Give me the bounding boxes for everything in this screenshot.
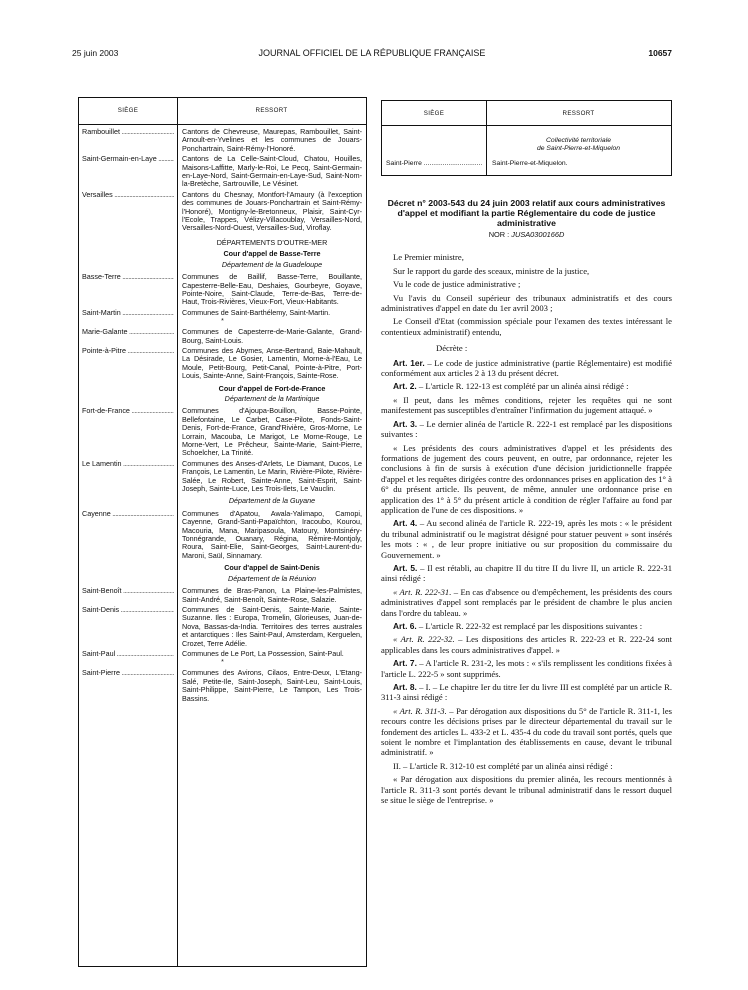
article-8 [381, 682, 672, 703]
article-text: – L'article R. 122-13 est complété par un alinéa ainsi rédigé : [416, 381, 629, 392]
article-quote [381, 634, 672, 655]
table-row [79, 460, 366, 494]
article-text: – Le code de justice administrative (partie Réglementaire) est modifié conformément aux articles 2 à 13 du présent décret. [381, 357, 672, 379]
department-heading: Département de la Réunion [228, 573, 316, 583]
collectivite-heading [486, 137, 671, 153]
paragraph: Vu l'avis du Conseil supérieur des tribunaux administratifs et des cours administratives d'appel en date du 1er avril 2003 ; [381, 292, 672, 314]
siege-cell: Saint-Pierre ..... [386, 160, 482, 167]
siege-cell: Saint-Martin ..... [82, 309, 174, 317]
nor-label: NOR : [488, 230, 510, 239]
collectivite-line-1: Collectivité territoriale [546, 137, 611, 144]
header-date: 25 juin 2003 [72, 48, 119, 58]
separator-mark: * [221, 659, 224, 667]
page-number: 10657 [648, 48, 672, 58]
table-body [79, 128, 366, 705]
article-paragraph: II. – L'article R. 312-10 est complété par un alinéa ainsi rédigé : [393, 760, 613, 771]
article-text: – Au second alinéa de l'article R. 222-19, après les mots : « le président du tribunal administratif ou le magistrat désigné pour statuer peuvent » sont insérés les mots : « , de leur propre initiative ou sur proposition du commissaire du Gouvernement. » [381, 518, 672, 560]
ressort-cell: Communes des Abymes, Anse-Bertrand, Baie-Mahault, La Désirade, Le Gosier, Lamentin, Morne-à-l'Eau, Le Moule, Petit-Bourg, Petit-Canal, Pointe-à-Pitre, Port-Louis, Sainte-Anne, Saint-François, Sainte-Rose. [182, 345, 362, 381]
court-heading: Cour d'appel de Fort-de-France [218, 383, 326, 393]
article-label: Art. 8. [393, 682, 417, 693]
article-label: Art. 1er. [393, 357, 425, 368]
quote-text: – En cas d'absence ou d'empêchement, les présidents des cours administratives d'appel sont remplacés par le président de chambre le plus ancien dans l'ordre du tableau. » [381, 586, 673, 618]
article-label: Art. 4. [393, 518, 418, 529]
table-header [382, 101, 671, 126]
table-row [79, 510, 366, 560]
paragraph: Vu le code de justice administrative ; [393, 279, 521, 290]
article-5 [381, 563, 672, 584]
decree-title: Décret n° 2003-543 du 24 juin 2003 relatif aux cours administratives d'appel et modifiant la partie Réglementaire du code de justice administrative [387, 198, 666, 228]
article-3 [381, 419, 672, 440]
column-header-siege: SIÈGE [423, 110, 445, 117]
ressort-cell: Cantons de Chevreuse, Maurepas, Rambouillet, Saint-Arnoult-en-Yvelines et les communes de Jouars-Ponchartrain, Saint-Rémy-l'Honoré. [182, 127, 362, 153]
article-4 [381, 518, 672, 560]
ressort-cell: Communes d'Apatou, Awala-Yalimapo, Camopi, Cayenne, Grand-Santi-Papaïchton, Iracoubo, Kourou, Macouria, Mana, Maripasoula, Matoury, Montsinéry-Tonnégrande, Ouanary, Régina, Rémire-Montjoly, Roura, Saint-Elie, Saint-Georges, Saint-Laurent-du-Maroni, Saül, Sinnamary. [182, 508, 362, 560]
quote-ref: « Art. R. 222-32. [393, 634, 455, 645]
article-label: Art. 5. [393, 562, 418, 573]
article-6 [381, 621, 672, 631]
article-label: Art. 3. [393, 418, 418, 429]
table-row [79, 328, 366, 345]
paragraph: Le Conseil d'Etat (commission spéciale pour l'examen des textes intéressant le contentieux administratif) entendu, [381, 316, 672, 337]
article-text: – Le dernier alinéa de l'article R. 222-1 est remplacé par les dispositions suivantes : [381, 418, 672, 440]
table-row [79, 191, 366, 233]
ressort-cell: Communes de Le Port, La Possession, Saint-Paul. [182, 648, 344, 658]
nor-value: JUSA0300166D [511, 230, 565, 239]
siege-cell: Saint-Denis ..... [82, 606, 174, 614]
siege-cell: Cayenne ..... [82, 510, 174, 518]
table-row [79, 587, 366, 604]
court-heading: Cour d'appel de Saint-Denis [224, 563, 320, 573]
article-quote: « Par dérogation aux dispositions du premier alinéa, les recours mentionnés à l'article R. 311-3 sont portés devant le tribunal administratif dans le ressort duquel se situe le siège de l'entreprise. » [381, 774, 672, 806]
siege-cell: Marie-Galante ..... [82, 328, 174, 336]
article-text: – Il est rétabli, au chapitre II du titre II du livre II, un article R. 222-31 ainsi rédigé : [381, 562, 672, 584]
ressort-cell: Communes de Bras-Panon, La Plaine-les-Palmistes, Saint-André, Saint-Benoît, Sainte-Rose, Salazie. [182, 586, 362, 604]
column-header-ressort: RESSORT [255, 107, 288, 114]
ressort-cell: Communes de Capesterre-de-Marie-Galante, Grand-Bourg, Saint-Louis. [182, 327, 362, 345]
decree-text [381, 198, 672, 809]
nor-reference [381, 230, 672, 240]
article-text: – I. – Le chapitre Ier du titre Ier du livre III est complété par un article R. 311-3 ainsi rédigé : [381, 682, 672, 703]
article-label: Art. 2. [393, 381, 417, 392]
ressort-cell: Cantons du Chesnay, Montfort-l'Amaury (à l'exception des communes de Jouars-Ponchartrain et Saint-Rémy-l'Honoré), Montigny-le-Bretonneux, Plaisir, Saint-Cyr-l'Ecole, Trappes, Vélizy-Villacoublay, Versailles-Nord, Versailles-Nord-Ouest, Versailles-Sud, Viroflay. [182, 189, 362, 233]
article-quote: « Les présidents des cours administratives d'appel et les présidents des formations de jugement des cours peuvent, en outre, par ordonnance, rejeter les conclusions à fin de sursis à exécution d'une décision juridictionnelle frappée d'appel et les requêtes dirigées contre des ordonnances prises en application des 1° à 6° du présent article. Ils peuvent, de même, annuler une ordonnance prise en application des 1° à 5° du présent article à condition de régler l'affaire au fond par application de l'une de ces dispositions. » [381, 442, 672, 515]
article-7 [381, 658, 672, 679]
table-row [79, 347, 366, 381]
court-heading: Cour d'appel de Basse-Terre [223, 249, 321, 259]
siege-cell: Saint-Paul ..... [82, 650, 174, 658]
quote-text: – Par dérogation aux dispositions du 5° de l'article R. 311-1, les recours contre les décisions prises par le directeur départemental du travail sur le fondement des articles L. 433-2 et L. 435-4 du code du travail sont portés, quels que soient le nombre et l'implantation des établissements en cause, devant le tribunal administratif. » [381, 705, 672, 758]
dom-heading: DÉPARTEMENTS D'OUTRE-MER [216, 237, 328, 247]
article-2 [381, 381, 672, 391]
saint-pierre-table [381, 100, 672, 176]
ressort-cell: Cantons de La Celle-Saint-Cloud, Chatou, Houilles, Maisons-Laffitte, Marly-le-Roi, Le Pecq, Saint-Germain-en-Laye-Nord, Saint-Germain-en-Laye-Sud, Saint-Nom-la-Bretèche, Sartrouville, Le Vésinet. [182, 154, 362, 189]
ressort-cell: Communes des Avirons, Cilaos, Entre-Deux, L'Etang-Salé, Petite-Ile, Saint-Joseph, Saint-Leu, Saint-Louis, Saint-Philippe, Saint-Pierre, Le Tampon, Les Trois-Bassins. [182, 668, 362, 703]
siege-cell: Le Lamentin ..... [82, 460, 174, 468]
quote-ref: « Art. R. 222-31. [393, 586, 452, 597]
jurisdiction-table [78, 97, 367, 967]
article-1 [381, 358, 672, 379]
ressort-cell: Saint-Pierre-et-Miquelon. [492, 160, 568, 167]
ressort-cell: Communes de Baillif, Basse-Terre, Bouillante, Capesterre-Belle-Eau, Deshaies, Gourbeyre, Goyave, Pointe-Noire, Saint-Claude, Terre-de-Bas, Terre-de-Haut, Trois-Rivières, Vieux-Fort, Vieux-Habitants. [182, 272, 362, 307]
siege-cell: Versailles ..... [82, 191, 174, 199]
table-row [79, 309, 366, 317]
department-heading: Département de la Guyane [228, 496, 316, 506]
article-text: – A l'article R. 231-2, les mots : « s'ils remplissent les conditions fixées à l'article L. 222-5 » sont supprimés. [381, 658, 672, 679]
department-heading: Département de la Guadeloupe [221, 259, 323, 269]
journal-title: JOURNAL OFFICIEL DE LA RÉPUBLIQUE FRANÇAISE [258, 48, 486, 58]
siege-cell: Saint-Benoît ..... [82, 587, 174, 595]
ressort-cell: Communes de Saint-Denis, Sainte-Marie, Sainte-Suzanne. Iles : Europa, Tromelin, Glorieuses, Juan-de-Nova, Bassas-da-India. Territoires des terres australes et antarctiques : Iles Saint-Paul, Amsterdam, Kerguelen, Crozet, Terre Adélie. [182, 604, 362, 648]
siege-cell: Basse-Terre ..... [82, 273, 174, 281]
table-row [79, 650, 366, 658]
table-row [79, 407, 366, 457]
article-quote [381, 587, 672, 618]
table-row [79, 155, 366, 189]
quote-ref: « Art. R. 311-3. [393, 705, 447, 716]
collectivite-line-2: de Saint-Pierre-et-Miquelon [536, 145, 621, 152]
table-row [79, 273, 366, 307]
page-header [72, 48, 672, 62]
ressort-cell: Communes de Saint-Barthélemy, Saint-Martin. [182, 307, 331, 317]
paragraph: Sur le rapport du garde des sceaux, ministre de la justice, [393, 265, 590, 276]
column-header-ressort: RESSORT [562, 110, 595, 117]
column-header-siege: SIÈGE [117, 107, 139, 114]
article-quote: « Il peut, dans les mêmes conditions, rejeter les requêtes qui ne sont manifestement pas susceptibles d'entraîner l'infirmation du jugement attaqué. » [381, 394, 672, 416]
table-row [79, 128, 366, 153]
department-heading: Département de la Martinique [224, 393, 320, 403]
quote-text: – Les dispositions des articles R. 222-23 et R. 222-24 sont applicables dans les cours administratives d'appel. » [381, 634, 672, 655]
table-header [79, 98, 366, 125]
separator-mark: * [221, 318, 224, 326]
siege-cell: Saint-Pierre ..... [82, 669, 174, 677]
siege-cell: Rambouillet ..... [82, 128, 174, 136]
ressort-cell: Communes d'Ajoupa-Bouillon, Basse-Pointe, Bellefontaine, Le Carbet, Case-Pilote, Fonds-Saint-Denis, Fort-de-France, Grand'Rivière, Gros-Morne, Le Lorrain, Macouba, Le Marigot, Le Morne-Rouge, Le Morne-Vert, Le Prêcheur, Sainte-Marie, Saint-Pierre, Schoelcher, La Trinité. [182, 406, 362, 458]
ressort-cell: Communes des Anses-d'Arlets, Le Diamant, Ducos, Le François, Le Lamentin, Le Marin, Rivière-Pilote, Rivière-Salée, Le Robert, Sainte-Anne, Saint-Esprit, Saint-Joseph, Sainte-Luce, Les Trois-Ilets, Le Vauclin. [182, 458, 362, 494]
table-row [79, 669, 366, 703]
paragraph: Le Premier ministre, [393, 252, 464, 263]
article-quote [381, 706, 672, 758]
siege-cell: Saint-Germain-en-Laye ..... [82, 155, 174, 163]
siege-cell: Fort-de-France ..... [82, 407, 174, 415]
table-row [79, 606, 366, 648]
article-label: Art. 6. [393, 621, 417, 631]
decrete-line: Décrète : [436, 343, 468, 354]
siege-cell: Pointe-à-Pitre ..... [82, 347, 174, 355]
article-text: – L'article R. 222-32 est remplacé par les dispositions suivantes : [416, 621, 643, 631]
article-label: Art. 7. [393, 658, 417, 669]
